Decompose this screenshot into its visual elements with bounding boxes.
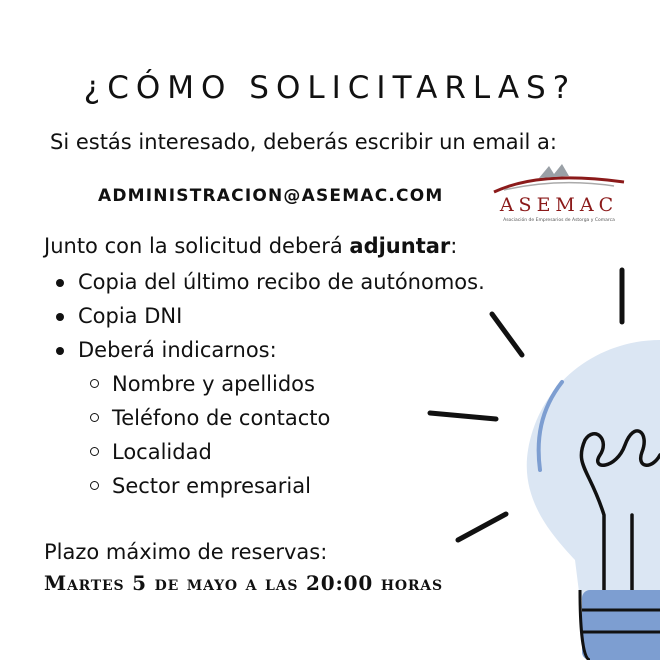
sub-list-item: Sector empresarial (44, 469, 485, 503)
contact-email[interactable]: ADMINISTRACION@ASEMAC.COM (98, 186, 444, 206)
attach-prefix: Junto con la solicitud deberá (44, 234, 350, 258)
sub-list-item: Teléfono de contacto (44, 401, 485, 435)
attach-suffix: : (450, 234, 458, 258)
list-item: Deberá indicarnos: (44, 333, 485, 367)
logo-wordmark: ASEMAC (499, 194, 619, 216)
page-title: ¿CÓMO SOLICITARLAS? (83, 70, 577, 106)
deadline-value: Martes 5 de mayo a las 20:00 horas (44, 571, 443, 595)
attach-instructions (44, 234, 457, 258)
list-item: Copia DNI (44, 299, 485, 333)
requirements-list (44, 265, 485, 503)
sub-list-item: Localidad (44, 435, 485, 469)
attach-bold: adjuntar (349, 234, 451, 258)
deadline-label: Plazo máximo de reservas: (44, 540, 328, 564)
list-item: Copia del último recibo de autónomos. (44, 265, 485, 299)
logo-subtitle: Asociación de Empresarios de Astorga y Comarca (503, 218, 615, 223)
intro-text: Si estás interesado, deberás escribir un email a: (50, 130, 557, 154)
sub-list-item: Nombre y apellidos (44, 367, 485, 401)
asemac-logo (484, 160, 634, 230)
